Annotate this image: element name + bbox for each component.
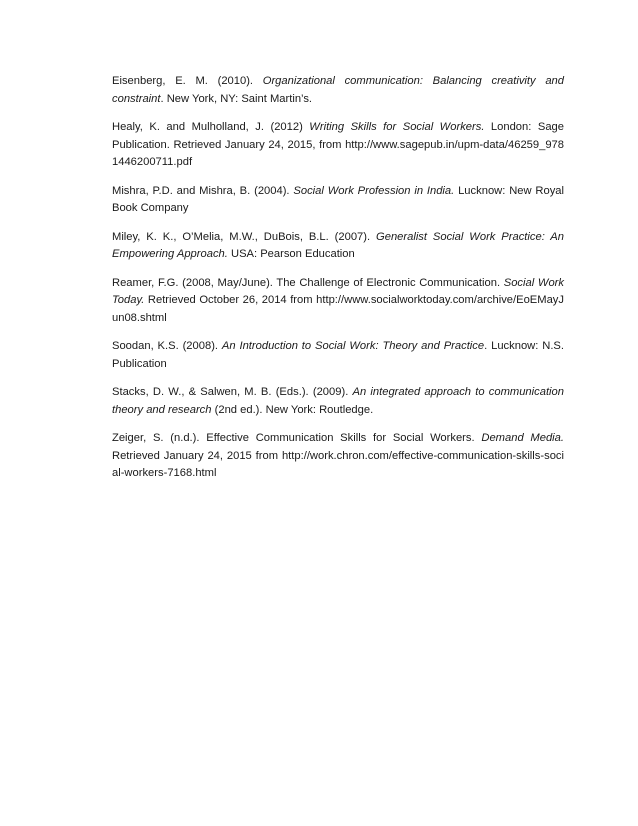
reference-title: Demand Media.: [481, 432, 564, 444]
reference-publisher: Retrieved January 24, 2015 from: [112, 449, 282, 462]
reference-publisher: . New York, NY: Saint Martin’s.: [160, 92, 313, 105]
reference-authors-date: Soodan, K.S. (2008).: [112, 340, 222, 352]
reference-authors-date: Mishra, P.D. and Mishra, B. (2004).: [112, 184, 294, 197]
reference-authors-date: Miley, K. K., O’Melia, M.W., DuBois, B.L. (2007).: [112, 230, 377, 243]
reference-authors-date: Reamer, F.G. (2008, May/June). The Challenge of Electronic Communication.: [112, 276, 504, 289]
reference-url: http://www.sagepub.in/upm-data/46259_9781446200711.pdf: [112, 138, 564, 168]
reference-title: An integrated approach to communication theory and research: [112, 386, 564, 416]
reference-authors-date: Stacks, D. W., & Salwen, M. B. (Eds.). (2009).: [112, 386, 353, 398]
reference-title: Social Work Profession in India.: [293, 184, 455, 197]
reference-url: http://www.socialworktoday.com/archive/EoEMayJun08.shtml: [112, 294, 564, 324]
reference-title: Social Work Today.: [112, 276, 565, 306]
reference-publisher: Lucknow: New Royal Book Company: [112, 184, 565, 214]
reference-publisher: Retrieved October 26, 2014 from: [144, 294, 317, 306]
reference-url: http://work.chron.com/effective-communication-skills-social-workers-7168.html: [112, 449, 564, 479]
reference-publisher: London: Sage Publication. Retrieved January 24, 2015, from: [112, 121, 564, 151]
reference-title: An Introduction to Social Work: Theory and Practice: [221, 340, 485, 352]
reference-list: [112, 73, 564, 494]
reference-zeiger: [112, 430, 564, 483]
reference-authors-date: Eisenberg, E. M. (2010).: [112, 75, 263, 87]
reference-soodan: [112, 338, 564, 373]
reference-miley: [112, 229, 564, 264]
reference-publisher: USA: Pearson Education: [227, 248, 355, 260]
reference-authors-date: Healy, K. and Mulholland, J. (2012): [112, 121, 310, 133]
reference-reamer: [112, 275, 564, 328]
reference-title: Organizational communication: Balancing creativity and constraint: [112, 75, 564, 105]
reference-publisher: . Lucknow: N.S. Publication: [112, 340, 564, 370]
reference-authors-date: Zeiger, S. (n.d.). Effective Communication Skills for Social Workers.: [112, 432, 482, 444]
reference-publisher: (2nd ed.). New York: Routledge.: [211, 403, 374, 416]
reference-title: Writing Skills for Social Workers.: [309, 121, 485, 133]
reference-healy: [112, 119, 564, 172]
reference-eisenberg: [112, 73, 564, 108]
reference-stacks: [112, 384, 564, 419]
reference-mishra: [112, 183, 564, 218]
reference-title: Generalist Social Work Practice: An Empowering Approach.: [112, 230, 564, 260]
